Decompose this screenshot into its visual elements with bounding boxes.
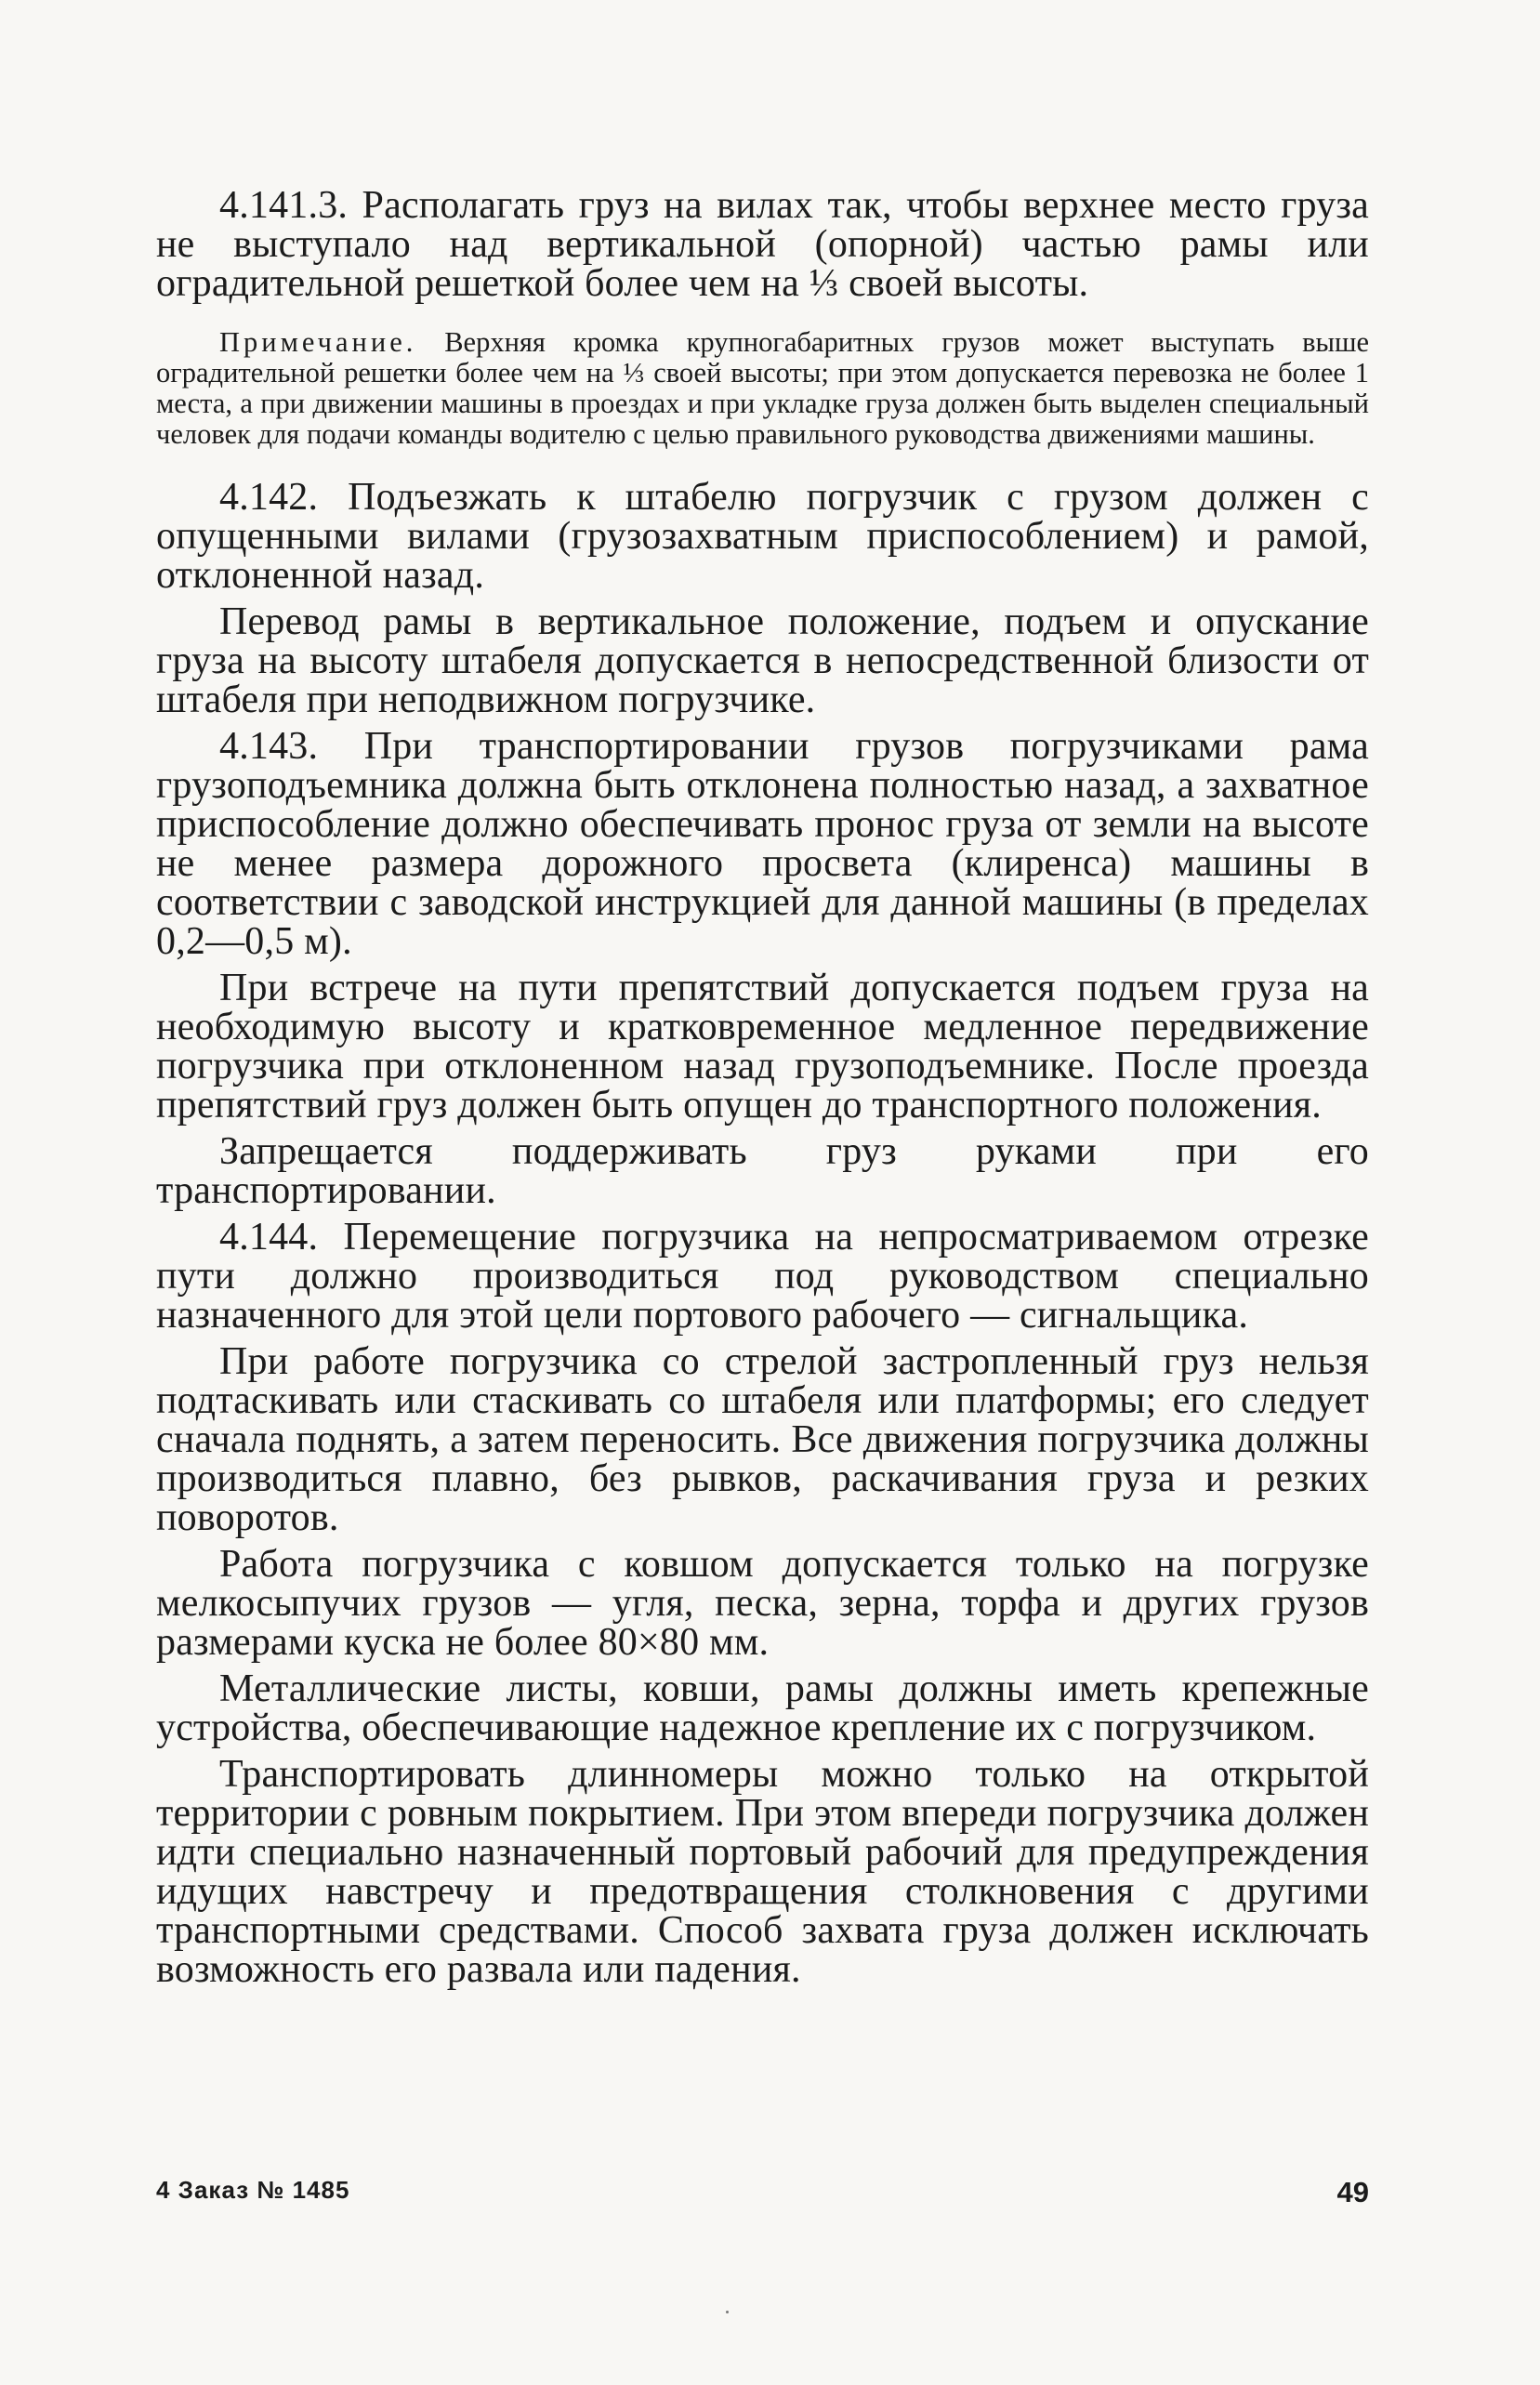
note-label: Примечание. (219, 326, 417, 358)
paragraph: Транспортировать длинномеры можно только на открытой территории с ровным покрытием. При этом впереди погрузчика должен идти специально назначенный портовый рабочий для предупреждения идущих навстречу и предотвращения столкновения с другими транспортными средствами. Способ захвата груза должен исключать возможность его развала или падения. (156, 1753, 1369, 1991)
print-order-signature: 4 Заказ № 1485 (156, 2176, 350, 2204)
paragraph: Перевод рамы в вертикальное положение, подъем и опускание груза на высоту штабеля допускается в непосредственной близости от штабеля при неподвижном погрузчике. (156, 600, 1369, 721)
paragraph: Металлические листы, ковши, рамы должны иметь крепежные устройства, обеспечивающие надежное крепление их с погрузчиком. (156, 1667, 1369, 1749)
scan-speck (726, 2311, 729, 2313)
note-block (156, 327, 1369, 450)
paragraph: При встрече на пути препятствий допускается подъем груза на необходимую высоту и кратковременное медленное передвижение погрузчика при отклоненном назад грузоподъемнике. После проезда препятствий груз должен быть опущен до транспортного положения. (156, 967, 1369, 1127)
note-text: Верхняя кромка крупногабаритных грузов может выступать выше оградительной решетки более чем на ⅓ своей высоты; при этом допускается перевозка не более 1 места, а при движении машины в проездах и при укладке груза должен быть выделен специальный человек для подачи команды водителю с целью правильного руководства движениями машины. (156, 326, 1369, 450)
page-footer (156, 2176, 1369, 2213)
text-column (156, 186, 1369, 1989)
paragraph: При работе погрузчика со стрелой застропленный груз нельзя подтаскивать или стаскивать со штабеля или платформы; его следует сначала поднять, а затем переносить. Все движения погрузчика должны производиться плавно, без рывков, раскачивания груза и резких поворотов. (156, 1340, 1369, 1539)
paragraph-4-142: 4.142. Подъезжать к штабелю погрузчик с грузом должен с опущенными вилами (грузозахватным приспособлением) и рамой, отклоненной назад. (156, 476, 1369, 597)
paragraph-4-144: 4.144. Перемещение погрузчика на непросматриваемом отрезке пути должно производиться под руководством специально назначенного для этой цели портового рабочего — сигнальщика. (156, 1216, 1369, 1337)
page-number: 49 (1336, 2176, 1369, 2208)
paragraph: Работа погрузчика с ковшом допускается только на погрузке мелкосыпучих грузов — угля, песка, зерна, торфа и других грузов размерами куска не более 80×80 мм. (156, 1543, 1369, 1664)
paragraph-4-143: 4.143. При транспортировании грузов погрузчиками рама грузоподъемника должна быть отклонена полностью назад, а захватное приспособление должно обеспечивать пронос груза от земли на высоте не менее размера дорожного просвета (клиренса) машины в соответствии с заводской инструкцией для данной машины (в пределах 0,2—0,5 м). (156, 725, 1369, 963)
paragraph-4-141-3: 4.141.3. Располагать груз на вилах так, чтобы верхнее место груза не выступало над вертикальной (опорной) частью рамы или оградительной решеткой более чем на ⅓ своей высоты. (156, 184, 1369, 305)
paragraph: Запрещается поддерживать груз руками при его транспортировании. (156, 1130, 1369, 1212)
